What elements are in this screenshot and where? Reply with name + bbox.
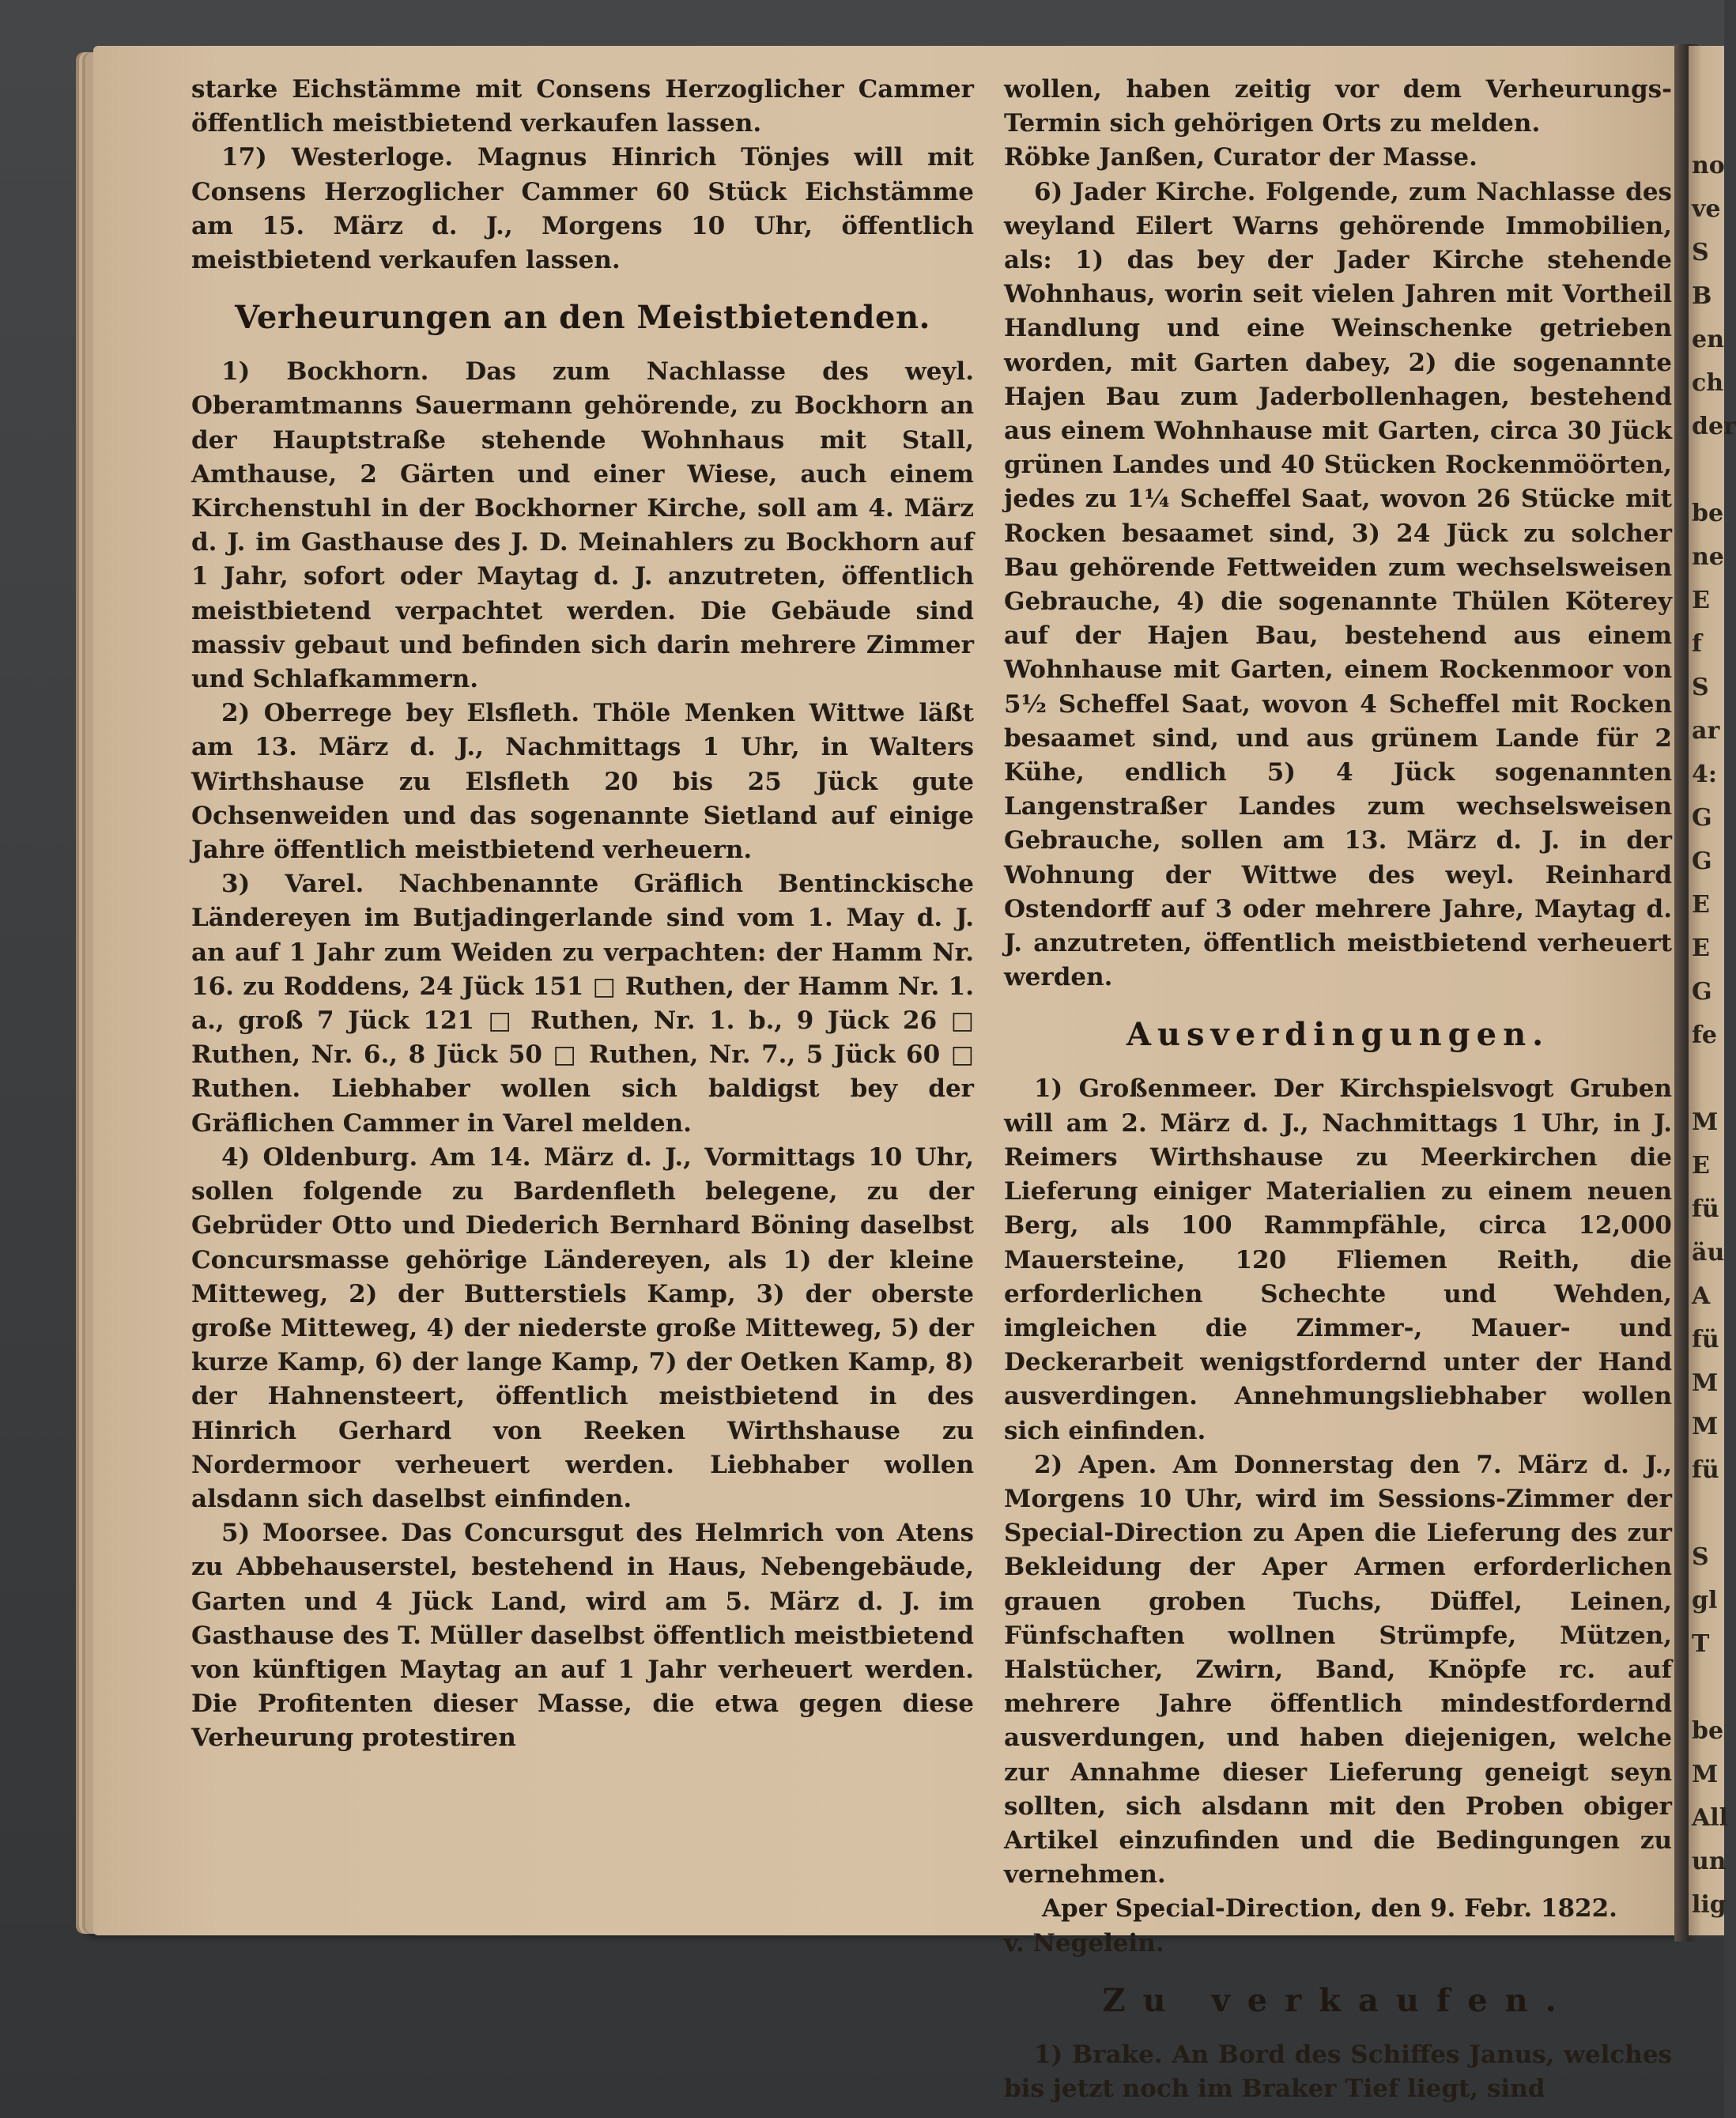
next-page-fragment: be [1692, 1717, 1724, 1745]
next-page-fragment: G [1692, 848, 1712, 875]
next-page-fragment: M [1692, 1108, 1719, 1136]
next-page-fragment: fü [1692, 1326, 1719, 1353]
notice-paragraph: 3) Varel. Nachbenannte Gräflich Bentinckische Ländereyen im Butjadingerlande sind vom 1. May d. J. an auf 1 Jahr zum Weiden zu verpachten: der Hamm Nr. 16. zu Roddens, 24 Jück 151 □ Ruthen, der Hamm Nr. 1. a., groß 7 Jück 121 □ Ruthen, Nr. 1. b., 9 Jück 26 □ Ruthen, Nr. 6., 8 Jück 50 □ Ruthen, Nr. 7., 5 Jück 60 □ Ruthen. Liebhaber wollen sich baldigst bey der Gräflichen Cammer in Varel melden. [191, 870, 974, 1138]
next-page-fragment: E [1692, 587, 1710, 614]
next-page-fragment: en [1692, 326, 1724, 353]
next-page-fragment: B [1692, 282, 1712, 310]
right-text-column [1004, 73, 1672, 2106]
section-heading: Zu verkaufen. [1102, 1981, 1574, 2019]
notice-paragraph: starke Eichstämme mit Consens Herzoglicher Cammer öffentlich meistbietend verkaufen lassen. [191, 75, 974, 138]
notice-paragraph: 1) Großenmeer. Der Kirchspielsvogt Gruben will am 2. März d. J., Nachmittags 1 Uhr, in J. Reimers Wirthshause zu Meerkirchen die Lieferung einiger Materialien zu einem neuen Berg, als 100 Rammpfähle, circa 12,000 Mauersteine, 120 Fliemen Reith, die erforderlichen Schechte und Wehden, imgleichen die Zimmer-, Mauer- und Deckerarbeit wenigstfordernd unter der Hand ausverdingen. Annehmungsliebhaber wollen sich einfinden. [1004, 1074, 1672, 1445]
next-page-fragment: no [1692, 152, 1725, 179]
notice-paragraph: 2) Apen. Am Donnerstag den 7. März d. J., Morgens 10 Uhr, wird im Sessions-Zimmer der Special-Direction zu Apen die Lieferung des zur Bekleidung der Aper Armen erforderlichen grauen groben Tuchs, Düffel, Leinen, Fünfschaften wollnen Strümpfe, Mützen, Halstücher, Zwirn, Band, Knöpfe rc. auf mehrere Jahre öffentlich mindestfordernd ausverdungen, und haben diejenigen, welche zur Annahme dieser Lieferung geneigt seyn sollten, sich alsdann mit den Proben obiger Artikel einzufinden und die Bedingungen zu vernehmen. [1004, 1450, 1672, 1890]
notice-paragraph: 4) Oldenburg. Am 14. März d. J., Vormittags 10 Uhr, sollen folgende zu Bardenfleth belegene, zu der Gebrüder Otto und Diederich Bernhard Böning daselbst Concursmasse gehörige Ländereyen, als 1) der kleine Mitteweg, 2) der Butterstiels Kamp, 3) der oberste große Mitteweg, 4) der niederste große Mitteweg, 5) der kurze Kamp, 6) der lange Kamp, 7) der Oetken Kamp, 8) der Hahnensteert, öffentlich meistbietend in des Hinrich Gerhard von Reeken Wirthshause zu Nordermoor verheuert werden. Liebhaber wollen alsdann sich daselbst einfinden. [191, 1142, 974, 1513]
notice-paragraph: 6) Jader Kirche. Folgende, zum Nachlasse des weyland Eilert Warns gehörende Immobilien, als: 1) das bey der Jader Kirche stehende Wohnhaus, worin seit vielen Jahren mit Vortheil Handlung und eine Weinschenke getrieben worden, mit Garten dabey, 2) die sogenannte Hajen Bau zum Jaderbollenhagen, bestehend aus einem Wohnhause mit Garten, circa 30 Jück grünen Landes und 40 Stücken Rockenmöörten, jedes zu 1¼ Scheffel Saat, wovon 26 Stücke mit Rocken besaamet sind, 3) 24 Jück zu solcher Bau gehörende Fettweiden zum wechselsweisen Gebrauche, 4) die sogenannte Thülen Köterey auf der Hajen Bau, bestehend aus einem Wohnhause mit Garten, einem Rockenmoor von 5½ Scheffel Saat, wovon 4 Scheffel mit Rocken besaamet sind, und aus grünem Lande für 2 Kühe, endlich 5) 4 Jück sogenannten Langenstraßer Landes zum wechselsweisen Gebrauche, sollen am 13. März d. J. in der Wohnung der Wittwe des weyl. Reinhard Ostendorff auf 3 oder mehrere Jahre, Maytag d. J. anzutreten, öffentlich meistbietend verheuert werden. [1004, 177, 1672, 992]
next-page-fragment: E [1692, 891, 1710, 919]
next-page-fragment: All [1692, 1804, 1729, 1832]
next-page-fragment: f [1692, 630, 1702, 658]
next-page-fragment: ch [1692, 369, 1724, 397]
next-page-fragment: un [1692, 1848, 1727, 1875]
next-page-fragment: 4: [1692, 761, 1717, 788]
next-page-fragment: G [1692, 978, 1712, 1006]
notice-paragraph: Röbke Janßen, Curator der Masse. [1004, 143, 1477, 172]
signature-line: Aper Special-Direction, den 9. Febr. 1822. [1042, 1894, 1617, 1924]
next-page-fragment: S [1692, 239, 1709, 266]
next-page-fragment: fe [1692, 1021, 1717, 1049]
next-page-fragment: fü [1692, 1456, 1719, 1484]
left-text-column [191, 73, 974, 1756]
next-page-fragment: M [1692, 1369, 1719, 1397]
next-page-fragment: be [1692, 500, 1724, 527]
notice-paragraph: 17) Westerloge. Magnus Hinrich Tönjes will mit Consens Herzoglicher Cammer 60 Stück Eichstämme am 15. März d. J., Morgens 10 Uhr, öffentlich meistbietend verkaufen lassen. [191, 143, 974, 275]
notice-paragraph: wollen, haben zeitig vor dem Verheurungs-Termin sich gehörigen Orts zu melden. [1004, 75, 1672, 138]
next-page-fragment: T [1692, 1630, 1710, 1658]
next-page-fragment: äu [1692, 1239, 1725, 1267]
next-page-fragment: G [1692, 804, 1712, 832]
signature-line: v. Negelein. [1004, 1928, 1164, 1958]
next-page-fragment: E [1692, 934, 1710, 962]
notice-paragraph: 5) Moorsee. Das Concursgut des Helmrich von Atens zu Abbehauserstel, bestehend in Haus, Nebengebäude, Garten und 4 Jück Land, wird am 5. März d. J. im Gasthause des T. Müller daselbst öffentlich meistbietend von künftigen Maytag an auf 1 Jahr verheuert werden. Die Profitenten dieser Masse, die etwa gegen diese Verheurung protestiren [191, 1519, 974, 1753]
next-page-fragment: fü [1692, 1195, 1719, 1223]
next-page-fragment: ve [1692, 195, 1721, 223]
next-page-fragment: ar [1692, 717, 1720, 745]
section-heading: Verheurungen an den Meistbietenden. [235, 299, 930, 337]
next-page-fragment: S [1692, 1543, 1709, 1571]
next-page-fragment: E [1692, 1152, 1710, 1180]
notice-paragraph: 1) Brake. An Bord des Schiffes Janus, welches bis jetzt noch im Braker Tief liegt, sind [1004, 2040, 1672, 2103]
notice-paragraph: 2) Oberrege bey Elsfleth. Thöle Menken Wittwe läßt am 13. März d. J., Nachmittags 1 Uhr, in Walters Wirthshause zu Elsfleth 20 bis 25 Jück gute Ochsenweiden und das sogenannte Sietland auf einige Jahre öffentlich meistbietend verheuern. [191, 699, 974, 865]
next-page-fragment: gl [1692, 1587, 1718, 1614]
next-page-fragment: ne [1692, 543, 1724, 571]
next-page-edge [1689, 46, 1736, 1935]
section-heading: Ausverdingungen. [1126, 1016, 1550, 1054]
next-page-fragment: S [1692, 674, 1709, 701]
next-page-fragment: der [1692, 413, 1736, 440]
next-page-fragment: lig [1692, 1891, 1727, 1919]
next-page-fragment: M [1692, 1761, 1719, 1788]
next-page-fragment: A [1692, 1282, 1711, 1310]
notice-paragraph: 1) Bockhorn. Das zum Nachlasse des weyl. Oberamtmanns Sauermann gehörende, zu Bockhorn an der Hauptstraße stehende Wohnhaus mit Stall, Amthause, 2 Gärten und einer Wiese, auch einem Kirchenstuhl in der Bockhorner Kirche, soll am 4. März d. J. im Gasthause des J. D. Meinahlers zu Bockhorn auf 1 Jahr, sofort oder Maytag d. J. anzutreten, öffentlich meistbietend verpachtet werden. Die Gebäude sind massiv gebaut und befinden sich darin mehrere Zimmer und Schlafkammern. [191, 357, 974, 694]
next-page-fragment: M [1692, 1413, 1719, 1440]
